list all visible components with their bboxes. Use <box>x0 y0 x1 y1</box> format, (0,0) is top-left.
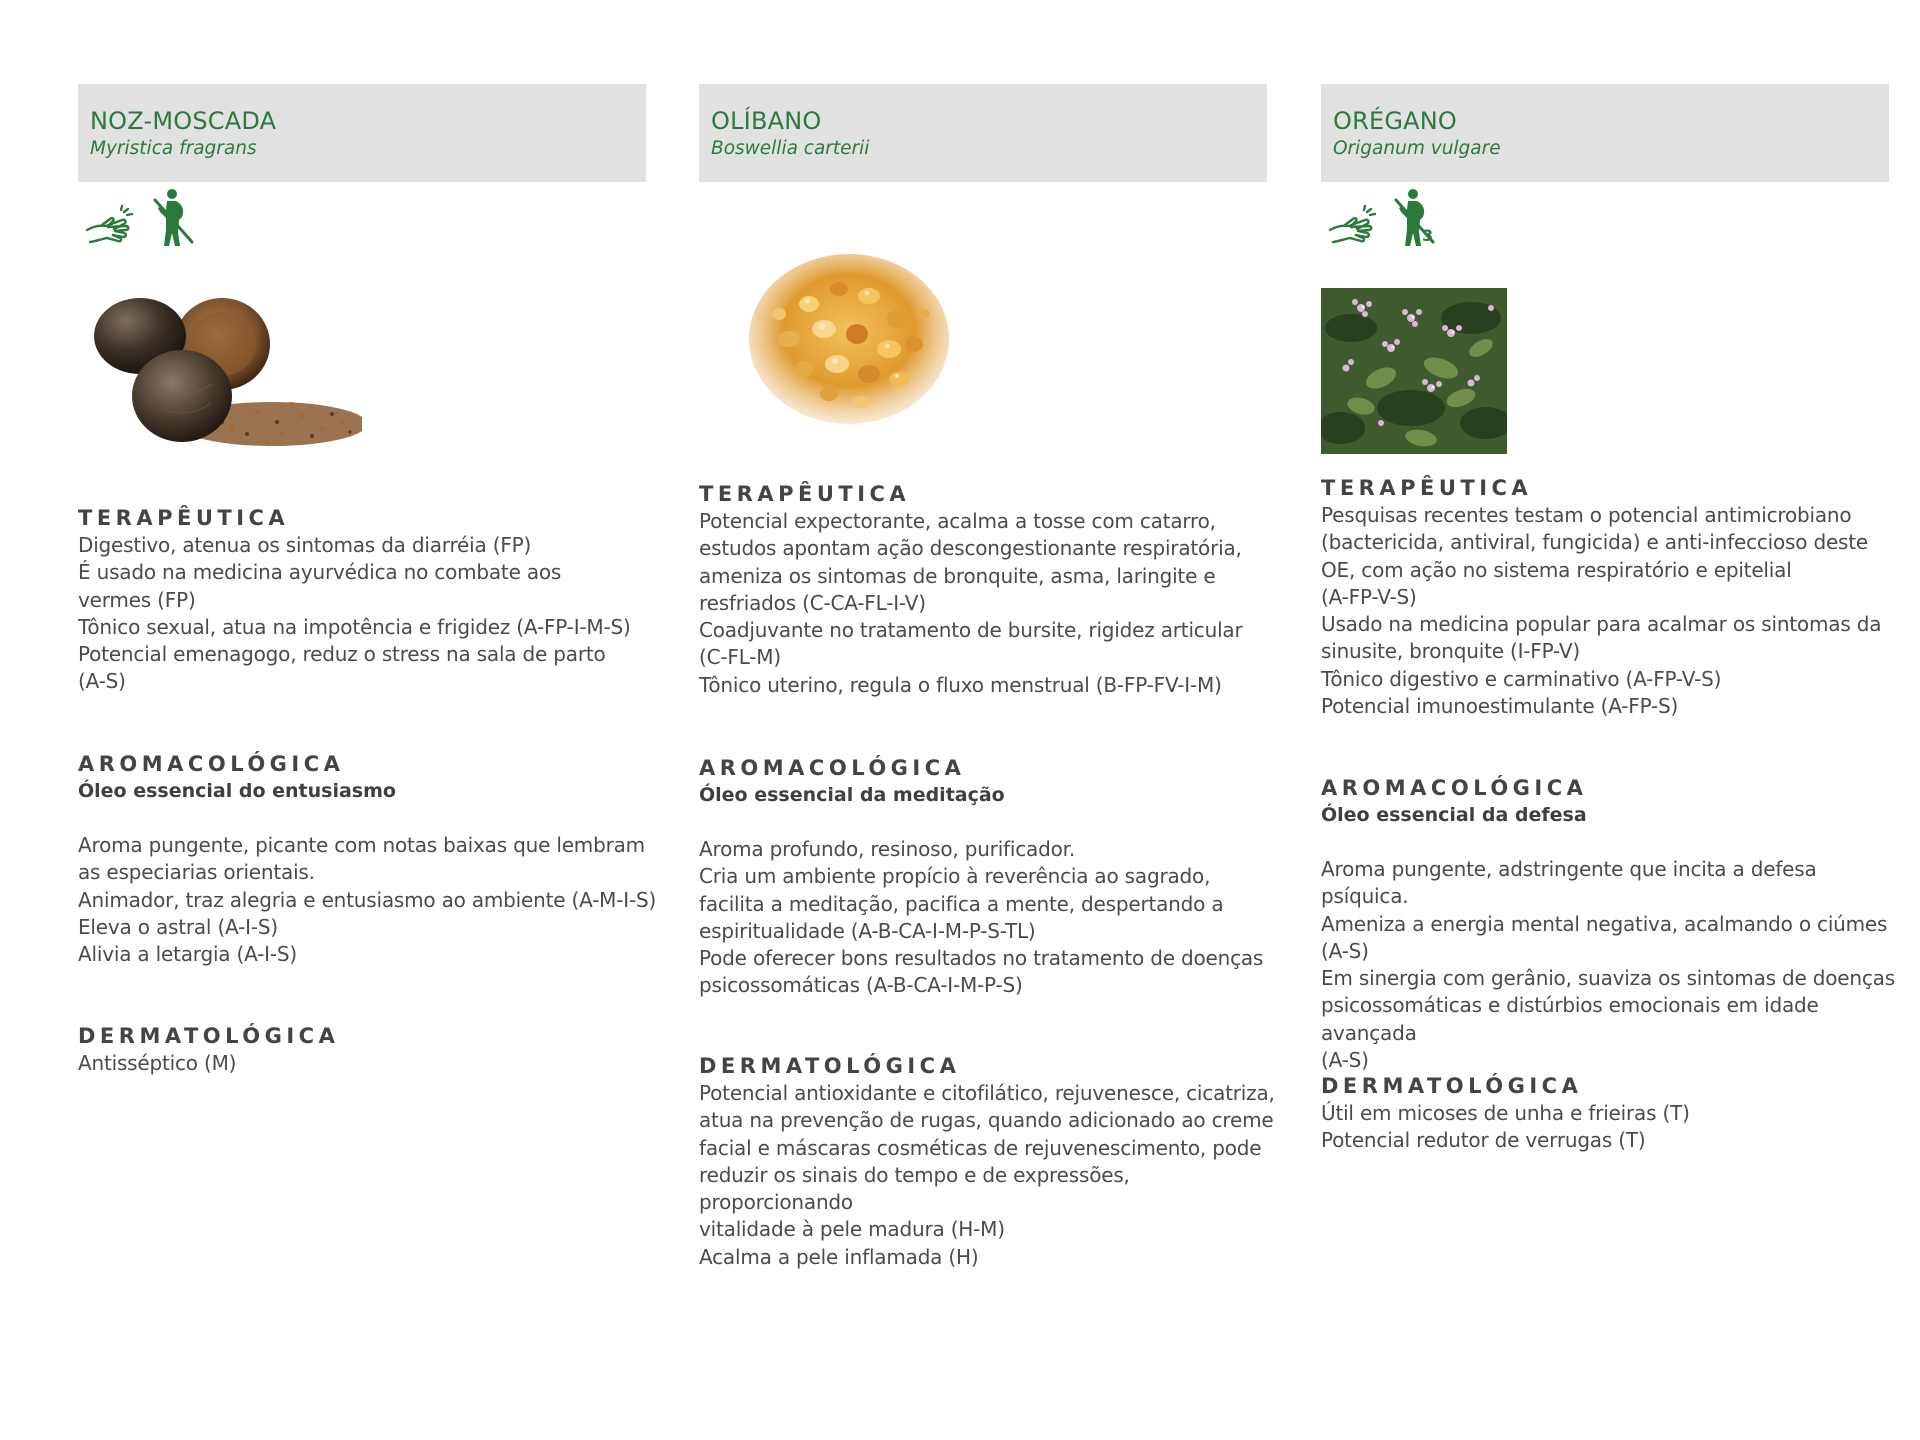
section-dermatologica <box>699 1052 1279 1271</box>
text-line: reduzir os sinais do tempo e de expressões, proporcionando <box>699 1162 1130 1215</box>
text-line: Em sinergia com gerânio, suaviza os sintomas de doenças <box>1321 966 1895 991</box>
plant-name: OLÍBANO <box>711 107 822 135</box>
section-subtitle: Óleo essencial da meditação <box>699 784 1005 806</box>
text-line: Ameniza a energia mental negativa, acalmando o ciúmes <box>1321 911 1888 936</box>
text-line: Potencial antioxidante e citofilático, rejuvenesce, cicatriza, <box>699 1081 1275 1105</box>
text-line: as especiarias orientais. <box>78 860 315 885</box>
section-terapeutica <box>699 480 1279 699</box>
text-line: resfriados (C-CA-FL-I-V) <box>699 590 926 615</box>
text-line: estudos apontam ação descongestionante respiratória, <box>699 536 1242 561</box>
column-oregano <box>1321 84 1895 1153</box>
text-line: Cria um ambiente propício à reverência ao sagrado, <box>699 864 1211 889</box>
text-line: (bactericida, antiviral, fungicida) e anti-infeccioso deste <box>1321 530 1869 555</box>
text-line: ameniza os sintomas de bronquite, asma, laringite e <box>699 563 1216 588</box>
section-title: DERMATOLÓGICA <box>1321 1074 1583 1098</box>
text-line: facilita a meditação, pacifica a mente, despertando a <box>699 891 1224 916</box>
text-line: (A-S) <box>78 669 126 694</box>
plant-latin-name: Myristica fragrans <box>90 138 257 159</box>
text-line: Acalma a pele inflamada (H) <box>699 1244 979 1269</box>
text-line: Tônico sexual, atua na impotência e frigidez (A-FP-I-M-S) <box>78 614 631 639</box>
text-line: É usado na medicina ayurvédica no combate aos <box>78 560 562 585</box>
section-subtitle: Óleo essencial da defesa <box>1321 804 1587 826</box>
section-title: TERAPÊUTICA <box>78 506 290 530</box>
section-terapeutica <box>1321 474 1901 720</box>
text-line: Coadjuvante no tratamento de bursite, rigidez articular <box>699 618 1243 643</box>
text-line: Aroma pungente, picante com notas baixas que lembram <box>78 833 645 857</box>
text-line: Tônico digestivo e carminativo (A-FP-V-S) <box>1321 666 1722 691</box>
text-line: atua na prevenção de rugas, quando adicionado ao creme <box>699 1108 1274 1133</box>
section-title: TERAPÊUTICA <box>1321 476 1533 500</box>
section-title: TERAPÊUTICA <box>699 482 911 506</box>
nutmeg-photo <box>82 284 362 454</box>
plant-latin-name: Origanum vulgare <box>1333 138 1501 159</box>
text-line: (C-FL-M) <box>699 645 781 670</box>
frankincense-resin-photo <box>729 234 969 434</box>
hand-massage-icon <box>1327 204 1379 248</box>
usage-icons <box>1321 182 1889 262</box>
text-line: Animador, traz alegria e entusiasmo ao ambiente (A-M-I-S) <box>78 887 657 912</box>
text-line: Digestivo, atenua os sintomas da diarréia (FP) <box>78 533 532 557</box>
pregnancy-warning-icon <box>152 188 196 248</box>
section-aromacologica <box>78 750 658 968</box>
text-line: (A-S) <box>1321 1048 1369 1073</box>
text-line: (A-S) <box>1321 938 1369 963</box>
text-line: Pesquisas recentes testam o potencial antimicrobiano <box>1321 503 1852 527</box>
text-line: Alivia a letargia (A-I-S) <box>78 942 297 967</box>
section-title: DERMATOLÓGICA <box>699 1054 961 1078</box>
text-line: Pode oferecer bons resultados no tratamento de doenças <box>699 946 1264 971</box>
section-terapeutica <box>78 504 658 696</box>
text-line: facial e máscaras cosméticas de rejuvenescimento, pode <box>699 1135 1262 1160</box>
text-line: Útil em micoses de unha e frieiras (T) <box>1321 1101 1690 1125</box>
plant-header <box>78 84 646 182</box>
section-title: DERMATOLÓGICA <box>78 1024 340 1048</box>
text-line: Tônico uterino, regula o fluxo menstrual (B-FP-FV-I-M) <box>699 672 1222 697</box>
section-title: AROMACOLÓGICA <box>78 752 345 776</box>
section-title: AROMACOLÓGICA <box>1321 776 1588 800</box>
text-line: OE, com ação no sistema respiratório e epitelial <box>1321 557 1792 582</box>
section-dermatologica <box>78 1022 658 1077</box>
text-line: Potencial emenagogo, reduz o stress na sala de parto <box>78 642 606 667</box>
usage-icons <box>78 182 646 262</box>
text-line: Usado na medicina popular para acalmar os sintomas da <box>1321 612 1882 637</box>
text-line: Potencial expectorante, acalma a tosse com catarro, <box>699 509 1216 533</box>
text-line: Potencial redutor de verrugas (T) <box>1321 1128 1646 1153</box>
plant-name: ORÉGANO <box>1333 107 1457 135</box>
text-line: Aroma pungente, adstringente que incita a defesa psíquica. <box>1321 857 1817 909</box>
text-line: espiritualidade (A-B-CA-I-M-P-S-TL) <box>699 918 1036 943</box>
plant-name: NOZ-MOSCADA <box>90 107 277 135</box>
plant-header <box>699 84 1267 182</box>
text-line: vitalidade à pele madura (H-M) <box>699 1217 1005 1242</box>
section-title: AROMACOLÓGICA <box>699 756 966 780</box>
text-line: sinusite, bronquite (I-FP-V) <box>1321 639 1580 664</box>
section-dermatologica <box>1321 1072 1901 1155</box>
text-line: psicossomáticas e distúrbios emocionais em idade avançada <box>1321 993 1819 1045</box>
section-aromacologica <box>1321 774 1901 1074</box>
column-noz-moscada <box>78 84 657 1075</box>
plant-header <box>1321 84 1889 182</box>
text-line: Potencial imunoestimulante (A-FP-S) <box>1321 694 1679 719</box>
text-line: (A-FP-V-S) <box>1321 584 1417 609</box>
text-line: Antisséptico (M) <box>78 1051 237 1075</box>
section-aromacologica <box>699 754 1279 1000</box>
hand-massage-icon <box>84 204 136 248</box>
plant-latin-name: Boswellia carterii <box>711 138 870 159</box>
text-line: psicossomáticas (A-B-CA-I-M-P-S) <box>699 973 1023 998</box>
oregano-flowers-photo <box>1321 288 1507 454</box>
section-subtitle: Óleo essencial do entusiasmo <box>78 780 396 802</box>
text-line: vermes (FP) <box>78 587 196 612</box>
icon-badge: 3 <box>1422 226 1434 245</box>
column-olibano <box>699 84 1275 1269</box>
text-line: Eleva o astral (A-I-S) <box>78 914 278 939</box>
text-line: Aroma profundo, resinoso, purificador. <box>699 837 1075 861</box>
